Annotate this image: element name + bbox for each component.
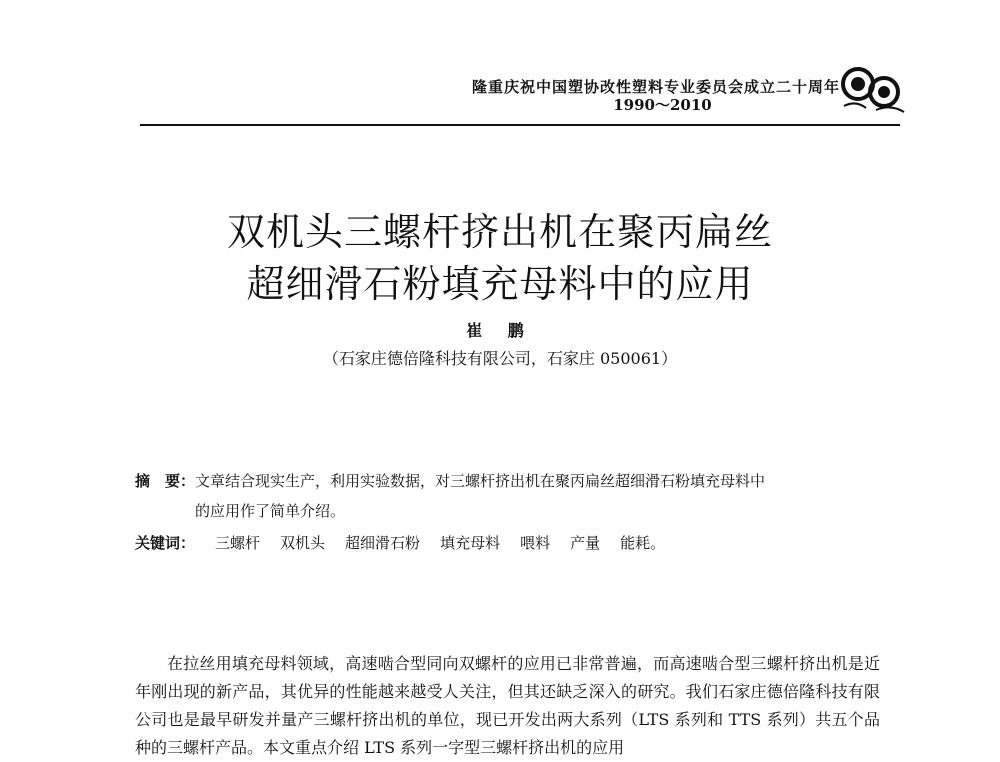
keyword: 产量 [570, 534, 601, 552]
keyword: 填充母料 [440, 534, 501, 552]
keywords [135, 532, 665, 554]
author-affiliation: （石家庄德倍隆科技有限公司，石家庄 050061） [322, 349, 678, 368]
anniversary-logo-icon [836, 60, 916, 120]
body-text [135, 650, 880, 762]
header-divider [140, 124, 900, 126]
author-name: 崔 鹏 [466, 321, 534, 340]
abstract [135, 470, 765, 492]
abstract-continuation [195, 500, 345, 522]
keyword: 超细滑石粉 [345, 534, 421, 552]
keyword: 三螺杆 [215, 534, 261, 552]
keyword: 喂料 [520, 534, 551, 552]
paper-title-line-1: 双机头三螺杆挤出机在聚丙扁丝 [226, 210, 773, 254]
abstract-label: 摘 要： [135, 472, 196, 490]
abstract-text-line-2: 的应用作了简单介绍。 [195, 502, 346, 520]
body-paragraph: 在拉丝用填充母料领域，高速啮合型同向双螺杆的应用已非常普遍，而高速啮合型三螺杆挤出机是近年刚出现的新产品，其优异的性能越来越受人关注，但其还缺乏深入的研究。我们石家庄德倍隆科技有限公司也是最早研发并量产三螺杆挤出机的单位，现已开发出两大系列（LTS 系列和 TTS 系列）共五个品种的三螺杆产品。本文重点介绍 LTS 系列一字型三螺杆挤出机的应用 [135, 654, 880, 757]
journal-header [395, 78, 840, 114]
keywords-label: 关键词： [135, 534, 196, 552]
keyword: 能耗。 [620, 534, 666, 552]
abstract-text-line-1: 文章结合现实生产，利用实验数据，对三螺杆挤出机在聚丙扁丝超细滑石粉填充母料中 [195, 472, 766, 490]
keyword: 双机头 [280, 534, 326, 552]
paper-title-line-2: 超细滑石粉填充母料中的应用 [246, 262, 754, 306]
header-title: 隆重庆祝中国塑协改性塑料专业委员会成立二十周年 [471, 78, 840, 96]
header-years: 1990～2010 [613, 96, 712, 114]
